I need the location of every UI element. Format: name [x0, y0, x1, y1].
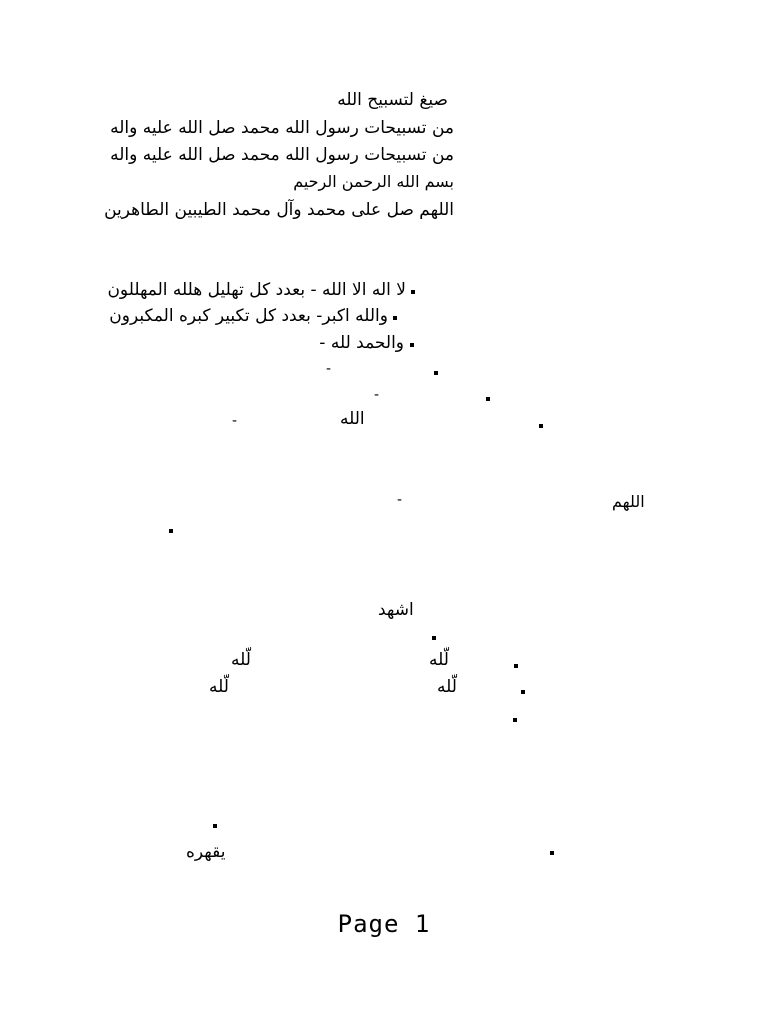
text-line: اللهم صل على محمد وآل محمد الطيبين الطاهرين — [104, 200, 454, 220]
text-fragment: اللهم — [612, 492, 645, 511]
bullet-marker — [521, 690, 525, 694]
bullet-marker — [550, 851, 554, 855]
text-fragment: لّله — [231, 650, 251, 670]
bullet-marker — [514, 664, 518, 668]
text-line: من تسبيحات رسول الله محمد صل الله عليه واله — [110, 145, 454, 165]
bullet-marker — [213, 824, 217, 828]
document-title: صيغ لتسبيح الله — [337, 90, 448, 110]
list-item: والله اكبر- بعدد كل تكبير كبره المكبرون — [109, 306, 388, 326]
text-fragment: لّله — [209, 677, 229, 697]
text-fragment: لّله — [437, 677, 457, 697]
dash-mark: - — [232, 413, 238, 429]
bullet-marker — [486, 397, 490, 401]
dash-mark: - — [397, 492, 403, 508]
text-fragment: الله — [340, 409, 365, 429]
page-number: Page 1 — [337, 910, 431, 938]
bullet-marker — [410, 343, 414, 347]
dash-mark: - — [374, 387, 380, 403]
text-line: من تسبيحات رسول الله محمد صل الله عليه واله — [110, 118, 454, 138]
bullet-marker — [434, 371, 438, 375]
bullet-marker — [432, 636, 436, 640]
bullet-marker — [393, 316, 397, 320]
text-fragment: يقهره — [186, 842, 226, 862]
bullet-marker — [513, 718, 517, 722]
text-fragment: اشهد — [378, 600, 414, 620]
list-item: والحمد لله - — [319, 333, 404, 353]
text-fragment: لّله — [429, 650, 449, 670]
dash-mark: - — [326, 361, 332, 377]
bullet-marker — [411, 290, 415, 294]
list-item: لا اله الا الله - بعدد كل تهليل هلله المهللون — [107, 280, 406, 300]
text-line: بسم الله الرحمن الرحيم — [293, 172, 454, 191]
bullet-marker — [539, 424, 543, 428]
bullet-marker — [169, 529, 173, 533]
